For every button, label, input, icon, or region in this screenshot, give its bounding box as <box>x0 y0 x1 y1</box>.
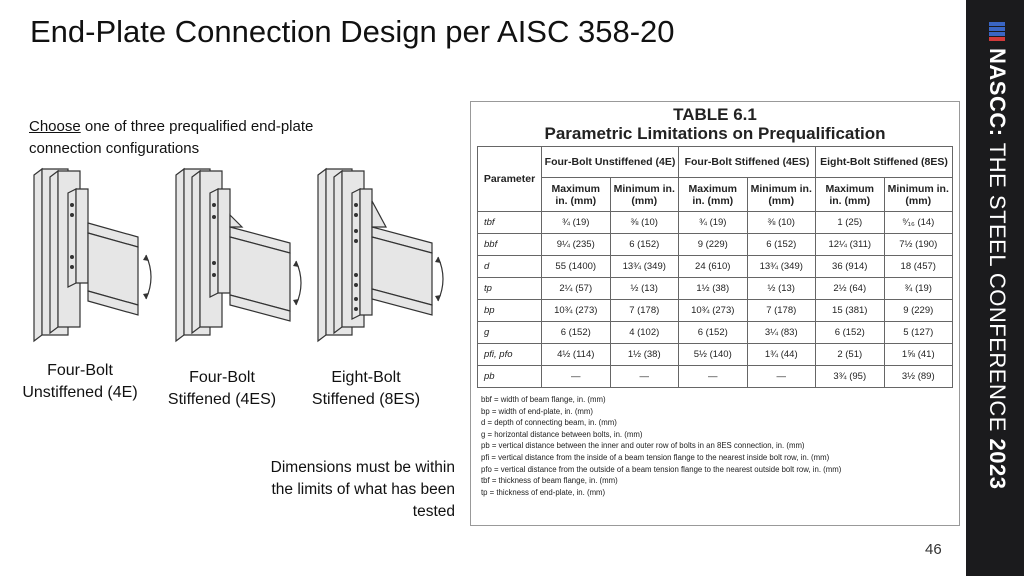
value-cell: 3¼ (83) <box>747 322 816 344</box>
value-cell: 6 (152) <box>542 322 611 344</box>
value-cell: 24 (610) <box>679 256 748 278</box>
note-line: tp = thickness of end-plate, in. (mm) <box>481 487 606 497</box>
parameter-cell: pb <box>478 366 542 388</box>
value-cell: 1 (25) <box>816 212 885 234</box>
min-header: Minimum in. (mm) <box>610 178 679 212</box>
value-cell: 3½ (89) <box>884 366 953 388</box>
value-cell: 55 (1400) <box>542 256 611 278</box>
value-cell: 5 (127) <box>884 322 953 344</box>
note-line: pfi = vertical distance from the inside of a beam tension flange to the nearest inside bolt row, in. (mm) <box>481 452 830 462</box>
group-header-8es: Eight-Bolt Stiffened (8ES) <box>816 147 953 178</box>
table-row <box>478 234 953 256</box>
parameter-cell: d <box>478 256 542 278</box>
value-cell: 1½ (38) <box>679 278 748 300</box>
table-notes <box>481 394 959 498</box>
value-cell: 7½ (190) <box>884 234 953 256</box>
min-header: Minimum in. (mm) <box>884 178 953 212</box>
parameter-cell: tbf <box>478 212 542 234</box>
value-cell: 36 (914) <box>816 256 885 278</box>
value-cell: ¾ (19) <box>679 212 748 234</box>
value-cell: 10¾ (273) <box>679 300 748 322</box>
value-cell: 1½ (38) <box>610 344 679 366</box>
choose-word: Choose <box>29 118 81 135</box>
value-cell: 7 (178) <box>747 300 816 322</box>
table-subtitle: Parametric Limitations on Prequalification <box>544 124 886 143</box>
parameter-cell: g <box>478 322 542 344</box>
value-cell: ½ (13) <box>747 278 816 300</box>
parameter-table <box>477 146 953 388</box>
table-body <box>478 212 953 388</box>
value-cell: ½ (13) <box>610 278 679 300</box>
value-cell: — <box>610 366 679 388</box>
table-row <box>478 278 953 300</box>
value-cell: 10¾ (273) <box>542 300 611 322</box>
value-cell: 2¼ (57) <box>542 278 611 300</box>
value-cell: 18 (457) <box>884 256 953 278</box>
parameter-header: Parameter <box>478 147 542 212</box>
parameter-cell: bbf <box>478 234 542 256</box>
group-header-4e: Four-Bolt Unstiffened (4E) <box>542 147 679 178</box>
instruction-text <box>29 116 389 160</box>
value-cell: 2 (51) <box>816 344 885 366</box>
value-cell: 12¼ (311) <box>816 234 885 256</box>
parameter-cell: bp <box>478 300 542 322</box>
four-bolt-stiffened-drawing <box>170 165 310 345</box>
value-cell: 5½ (140) <box>679 344 748 366</box>
dimensions-note: Dimensions must be within the limits of what has been tested <box>270 459 455 520</box>
table-title: TABLE 6.1 <box>673 105 757 124</box>
instruction-rest: one of three prequalified end-plate connection configurations <box>29 118 314 157</box>
note-line: pb = vertical distance between the inner and outer row of bolts in an 8ES connection, in. (mm) <box>481 441 805 451</box>
value-cell: 9 (229) <box>884 300 953 322</box>
table-row <box>478 212 953 234</box>
table-6-1 <box>470 101 960 526</box>
value-cell: 6 (152) <box>747 234 816 256</box>
value-cell: 13¾ (349) <box>610 256 679 278</box>
value-cell: 1¾ (44) <box>747 344 816 366</box>
value-cell: 15 (381) <box>816 300 885 322</box>
figure-label-8es: Eight-Bolt Stiffened (8ES) <box>311 369 421 408</box>
value-cell: 3¾ (95) <box>816 366 885 388</box>
parameter-cell: tp <box>478 278 542 300</box>
value-cell: ¾ (19) <box>542 212 611 234</box>
value-cell: — <box>679 366 748 388</box>
value-cell: 9 (229) <box>679 234 748 256</box>
value-cell: 4 (102) <box>610 322 679 344</box>
note-line: tbf = thickness of beam flange, in. (mm) <box>481 476 618 486</box>
note-line: g = horizontal distance between bolts, in. (mm) <box>481 429 643 439</box>
table-row <box>478 344 953 366</box>
table-row <box>478 366 953 388</box>
page-number: 46 <box>925 541 942 558</box>
value-cell: ⅜ (10) <box>610 212 679 234</box>
nascc-flag-icon <box>983 22 1009 42</box>
figure-label-4e: Four-Bolt Unstiffened (4E) <box>22 362 138 401</box>
max-header: Maximum in. (mm) <box>816 178 885 212</box>
value-cell: — <box>747 366 816 388</box>
value-cell: 1⅝ (41) <box>884 344 953 366</box>
note-line: pfo = vertical distance from the outside of a beam tension flange to the nearest outside bolt row, in. (mm) <box>481 464 842 474</box>
max-header: Maximum in. (mm) <box>542 178 611 212</box>
slide-title: End-Plate Connection Design per AISC 358-20 <box>30 14 675 49</box>
table-row <box>478 322 953 344</box>
value-cell: 6 (152) <box>679 322 748 344</box>
value-cell: 4½ (114) <box>542 344 611 366</box>
four-bolt-unstiffened-drawing <box>28 165 158 345</box>
value-cell: ¾ (19) <box>884 278 953 300</box>
parameter-cell: pfi, pfo <box>478 344 542 366</box>
conference-sidebar <box>966 0 1024 576</box>
table-row <box>478 300 953 322</box>
note-line: bbf = width of beam flange, in. (mm) <box>481 395 606 404</box>
value-cell: 6 (152) <box>816 322 885 344</box>
figure-label-4es: Four-Bolt Stiffened (4ES) <box>167 369 277 408</box>
value-cell: ⅜ (10) <box>747 212 816 234</box>
note-line: bp = width of end-plate, in. (mm) <box>481 406 594 416</box>
group-header-4es: Four-Bolt Stiffened (4ES) <box>679 147 816 178</box>
min-header: Minimum in. (mm) <box>747 178 816 212</box>
conference-banner <box>983 22 1010 489</box>
value-cell: — <box>542 366 611 388</box>
value-cell: 9¼ (235) <box>542 234 611 256</box>
note-line: d = depth of connecting beam, in. (mm) <box>481 418 617 428</box>
value-cell: ⁹⁄₁₆ (14) <box>884 212 953 234</box>
value-cell: 6 (152) <box>610 234 679 256</box>
value-cell: 13¾ (349) <box>747 256 816 278</box>
table-row <box>478 256 953 278</box>
value-cell: 2½ (64) <box>816 278 885 300</box>
conference-year: 2023 <box>985 438 1010 490</box>
value-cell: 7 (178) <box>610 300 679 322</box>
conference-name: THE STEEL CONFERENCE <box>985 136 1010 439</box>
max-header: Maximum in. (mm) <box>679 178 748 212</box>
brand-text: NASCC: <box>985 48 1010 137</box>
eight-bolt-stiffened-drawing <box>312 165 452 345</box>
